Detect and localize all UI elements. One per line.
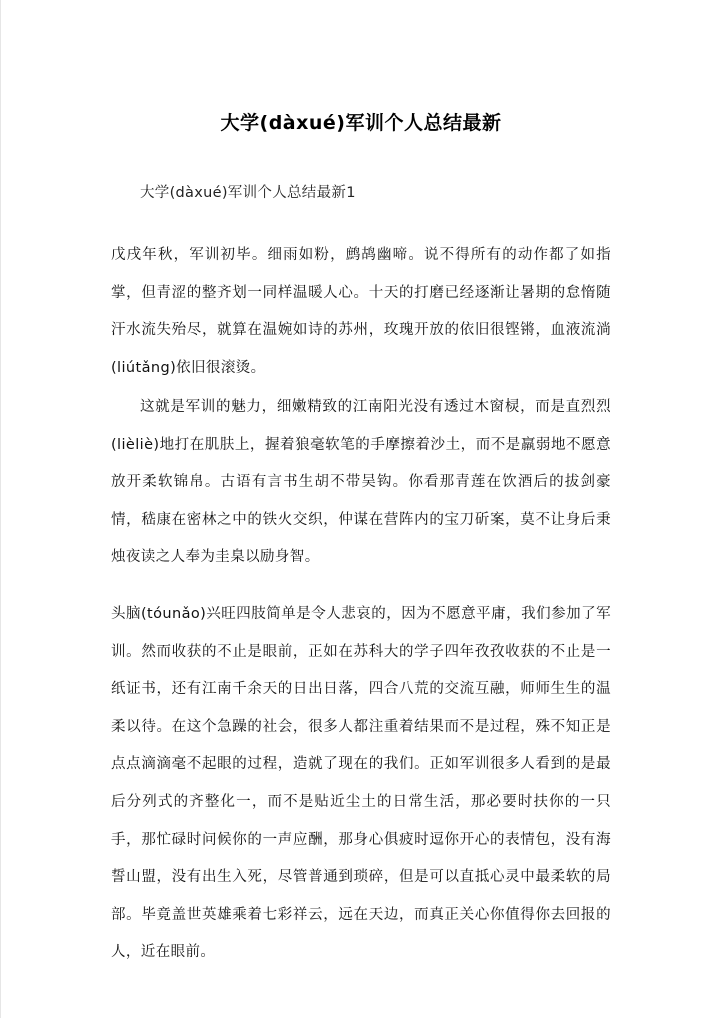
paragraph-3: 头脑(tóunǎo)兴旺四肢简单是令人悲哀的，因为不愿意平庸，我们参加了军训。然而收获的不止是眼前，正如在苏科大的学子四年孜孜收获的不止是一纸证书，还有江南千余天的日出日落，四合八荒的交流互融，师师生生的温柔以待。在这个急躁的社会，很多人都注重着结果而不是过程，殊不知正是点点滴滴毫不起眼的过程，造就了现在的我们。正如军训很多人看到的是最后分列式的齐整化一，而不是贴近尘土的日常生活，那必要时扶你的一只手，那忙碌时问候你的一声应酬，那身心俱疲时逗你开心的表情包，没有海誓山盟，没有出生入死，尽管普通到琐碎，但是可以直抵心灵中最柔软的局部。毕竟盖世英雄乘着七彩祥云，远在天边，而真正关心你值得你去回报的人，近在眼前。 — [111, 606, 611, 961]
paragraph-2: 这就是军训的魅力，细嫩精致的江南阳光没有透过木窗棂，而是直烈烈(lièliè)地打在肌肤上，握着狼毫软笔的手摩擦着沙土，而不是羸弱地不愿意放开柔软锦帛。古语有言书生胡不带吴钩。你看那青莲在饮酒后的拔剑豪情，嵇康在密林之中的铁火交织，仲谋在营阵内的宝刀斫案，莫不让身后秉烛夜读之人奉为圭臬以励身智。 — [111, 399, 611, 566]
document-subtitle: 大学(dàxué)军训个人总结最新1 — [140, 185, 356, 201]
paragraph-1: 戊戌年秋，军训初毕。细雨如粉，鹧鸪幽啼。说不得所有的动作都了如指掌，但青涩的整齐划一同样温暖人心。十天的打磨已经逐渐让暑期的怠惰随汗水流失殆尽，就算在温婉如诗的苏州，玫瑰开放的依旧很铿锵，血液流淌(liútǎng)依旧很滚烫。 — [111, 247, 611, 376]
document-title: 大学(dàxué)军训个人总结最新 — [220, 112, 502, 134]
